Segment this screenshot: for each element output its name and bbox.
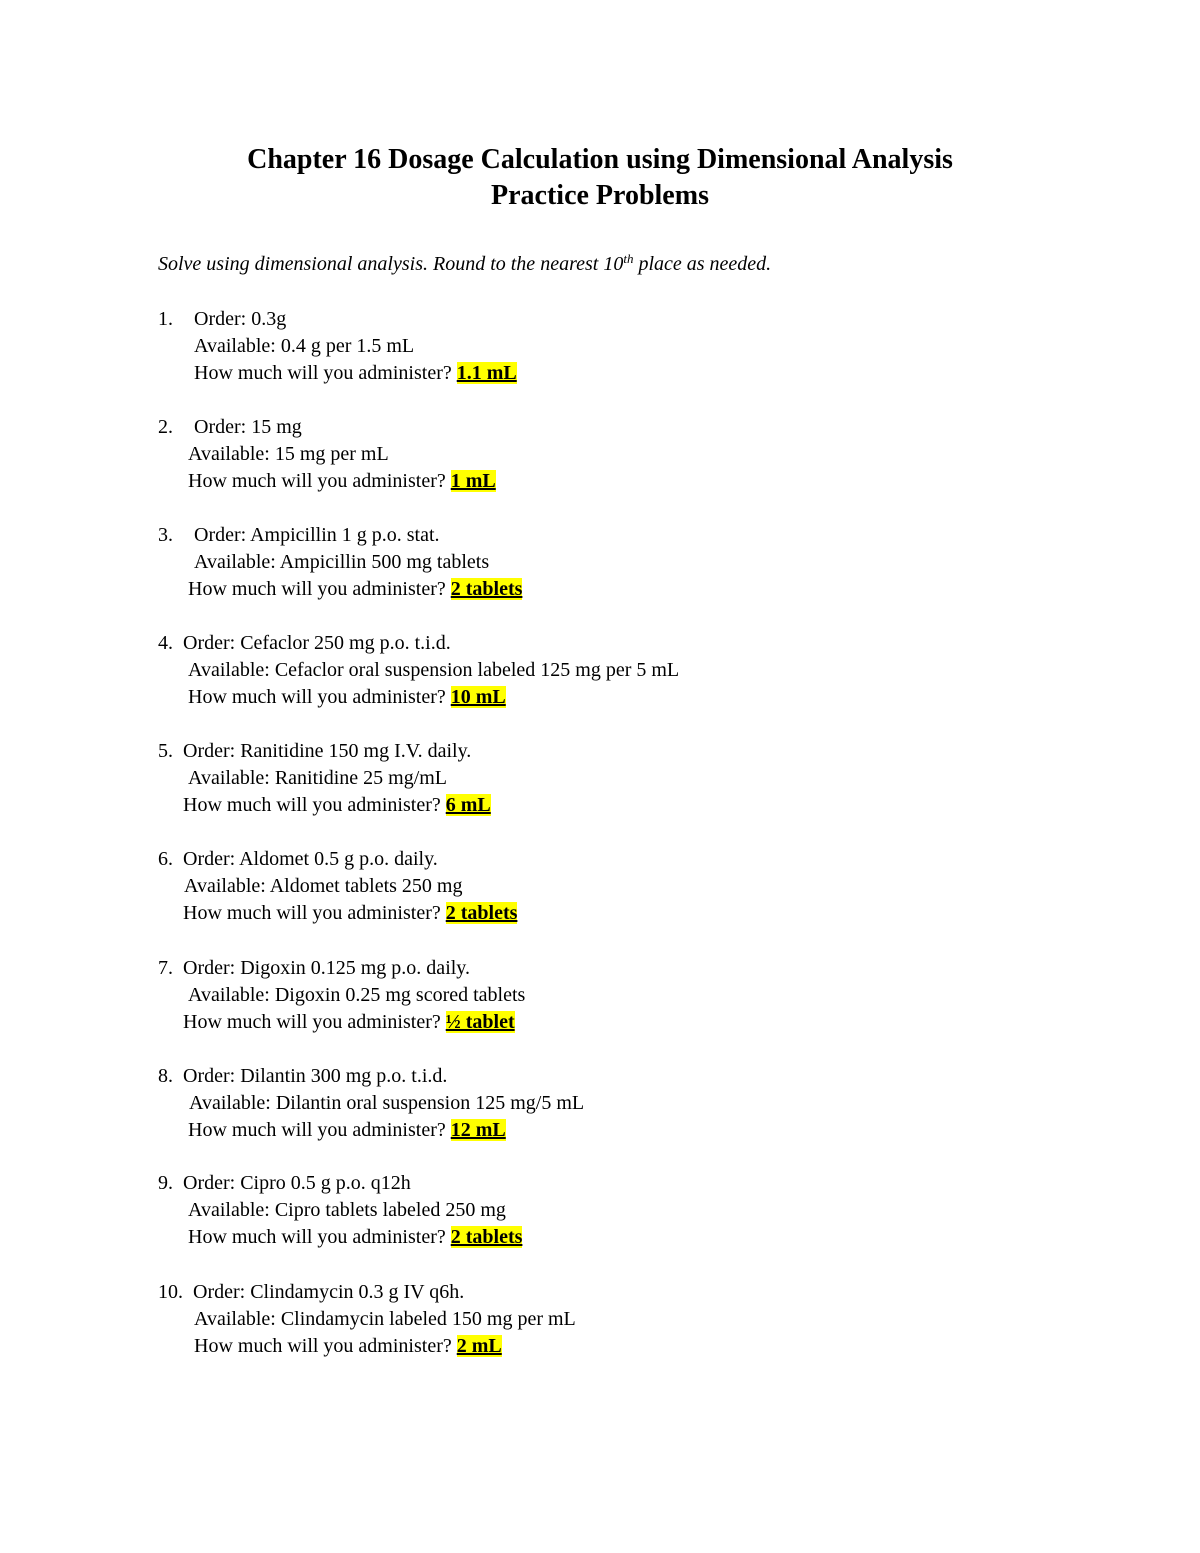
problem-question <box>188 468 496 495</box>
question-label: How much will you administer? <box>183 794 441 816</box>
problem-number: 3. <box>158 524 173 546</box>
answer-highlight: 6 mL <box>445 794 491 816</box>
question-label: How much will you administer? <box>188 578 446 600</box>
answer-highlight: 12 mL <box>450 1119 506 1141</box>
instructions-text: Solve using dimensional analysis. Round to the nearest 10 <box>158 253 624 275</box>
problem-order: Order: Aldomet 0.5 g p.o. daily. <box>183 848 438 870</box>
answer-highlight: 2 tablets <box>450 578 523 600</box>
problem-number: 10. <box>158 1281 183 1303</box>
problem-available: Available: Ranitidine 25 mg/mL <box>188 767 448 789</box>
problem-order: Order: Digoxin 0.125 mg p.o. daily. <box>183 957 471 979</box>
problem-available: Available: Cefaclor oral suspension labeled 125 mg per 5 mL <box>188 659 680 681</box>
problem-available: Available: 15 mg per mL <box>188 443 389 465</box>
question-label: How much will you administer? <box>194 1335 452 1357</box>
problem-number: 8. <box>158 1065 173 1087</box>
question-label: How much will you administer? <box>183 902 441 924</box>
answer-highlight: 1 mL <box>450 470 496 492</box>
answer-highlight: 2 tablets <box>445 902 518 924</box>
instructions-superscript: th <box>623 251 634 266</box>
problem-number: 2. <box>158 416 173 438</box>
answer-highlight: 2 tablets <box>450 1226 523 1248</box>
instructions-text-end: place as needed. <box>633 253 772 275</box>
problem-question <box>194 1333 502 1360</box>
page-title: Chapter 16 Dosage Calculation using Dimensional Analysis <box>247 144 953 175</box>
problem-question <box>183 792 491 819</box>
problem-available: Available: Aldomet tablets 250 mg <box>184 875 463 897</box>
problem-order: Order: Cipro 0.5 g p.o. q12h <box>183 1172 411 1194</box>
problem-question <box>188 684 506 711</box>
instructions <box>158 250 771 278</box>
problem-order: Order: 0.3g <box>194 308 287 330</box>
problem-order: Order: Clindamycin 0.3 g IV q6h. <box>193 1281 465 1303</box>
question-label: How much will you administer? <box>188 470 446 492</box>
question-label: How much will you administer? <box>188 686 446 708</box>
problem-number: 5. <box>158 740 173 762</box>
problem-question <box>194 360 517 387</box>
problem-question <box>188 576 522 603</box>
problem-available: Available: Ampicillin 500 mg tablets <box>194 551 490 573</box>
answer-highlight: 1.1 mL <box>456 362 517 384</box>
problem-number: 7. <box>158 957 173 979</box>
problem-number: 4. <box>158 632 173 654</box>
problem-available: Available: Cipro tablets labeled 250 mg <box>188 1199 506 1221</box>
question-label: How much will you administer? <box>183 1011 441 1033</box>
problem-number: 9. <box>158 1172 173 1194</box>
problem-available: Available: Digoxin 0.25 mg scored tablets <box>188 984 526 1006</box>
problem-order: Order: Cefaclor 250 mg p.o. t.i.d. <box>183 632 451 654</box>
page-subtitle: Practice Problems <box>491 180 709 211</box>
problem-question <box>183 900 517 927</box>
problem-question <box>183 1009 515 1036</box>
answer-highlight: 10 mL <box>450 686 506 708</box>
problem-available: Available: Clindamycin labeled 150 mg per mL <box>194 1308 576 1330</box>
problem-order: Order: Ampicillin 1 g p.o. stat. <box>194 524 440 546</box>
answer-highlight: ½ tablet <box>445 1011 515 1033</box>
problem-number: 6. <box>158 848 173 870</box>
problem-question <box>188 1117 506 1144</box>
answer-highlight: 2 mL <box>456 1335 502 1357</box>
problem-order: Order: Ranitidine 150 mg I.V. daily. <box>183 740 472 762</box>
problem-order: Order: 15 mg <box>194 416 302 438</box>
problem-number: 1. <box>158 308 173 330</box>
question-label: How much will you administer? <box>188 1119 446 1141</box>
problem-available: Available: 0.4 g per 1.5 mL <box>194 335 415 357</box>
problem-order: Order: Dilantin 300 mg p.o. t.i.d. <box>183 1065 448 1087</box>
problem-question <box>188 1224 522 1251</box>
question-label: How much will you administer? <box>188 1226 446 1248</box>
question-label: How much will you administer? <box>194 362 452 384</box>
problem-available: Available: Dilantin oral suspension 125 mg/5 mL <box>189 1092 585 1114</box>
